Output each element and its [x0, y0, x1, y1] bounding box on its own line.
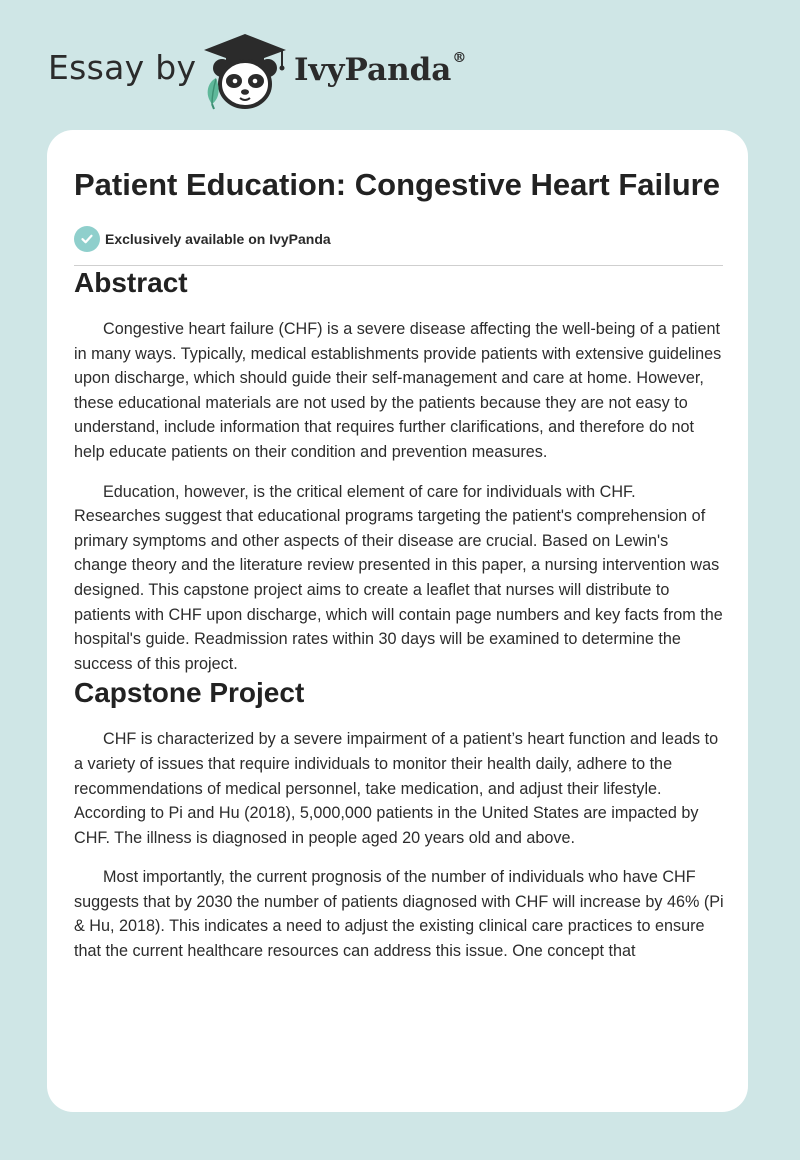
brand-name: IvyPanda [294, 52, 452, 88]
paragraph: Most importantly, the current prognosis of the number of individuals who have CHF suggests that by 2030 the number of patients diagnosed with CHF will increase by 46% (Pi & Hu, 2018). This indicates a need to adjust the existing clinical care practices to ensure that the current healthcare resources can address this issue. One concept that [74, 868, 724, 961]
paragraph: Education, however, is the critical element of care for individuals with CHF. Researches suggest that educational programs targeting the patient's comprehension of primary symptoms and other aspects of their disease are crucial. Based on Lewin's change theory and the literature review presented in this paper, a nursing intervention was designed. This capstone project aims to create a leaflet that nurses will distribute to patients with CHF upon discharge, which will contain page numbers and key facts from the hospital's guide. Readmission rates within 30 days will be examined to determine the success of this project. [74, 482, 723, 673]
checkmark-icon [74, 226, 100, 252]
paragraph: Congestive heart failure (CHF) is a severe disease affecting the well-being of a patient in many ways. Typically, medical establishments provide patients with extensive guidelines upon discharge, which should guide their self-management and care at home. However, these educational materials are not used by the patients because they are not easy to understand, include information that requires further clarifications, and therefore do not help educate patients on their condition and prevention measures. [74, 320, 722, 461]
section-heading-capstone-project: Capstone Project [74, 677, 305, 709]
essay-card [47, 130, 748, 1112]
exclusive-badge [74, 225, 724, 253]
section-heading-abstract: Abstract [74, 267, 188, 298]
essay-content [74, 164, 724, 964]
page-title: Patient Education: Congestive Heart Failure [74, 167, 720, 202]
site-header [0, 0, 800, 120]
brand-logo[interactable] [294, 52, 466, 88]
panda-graduate-icon[interactable] [202, 32, 288, 110]
paragraph: CHF is characterized by a severe impairment of a patient’s heart function and leads to a variety of issues that require individuals to monitor their health daily, adhere to the recommendations of medical personnel, take medication, and adjust their lifestyle. According to Pi and Hu (2018), 5,000,000 patients in the United States are impacted by CHF. The illness is diagnosed in people aged 20 years old and above. [74, 730, 719, 847]
badge-text: Exclusively available on IvyPanda [105, 231, 331, 247]
essay-by-label: Essay by [48, 48, 197, 87]
registered-mark: ® [452, 50, 467, 66]
